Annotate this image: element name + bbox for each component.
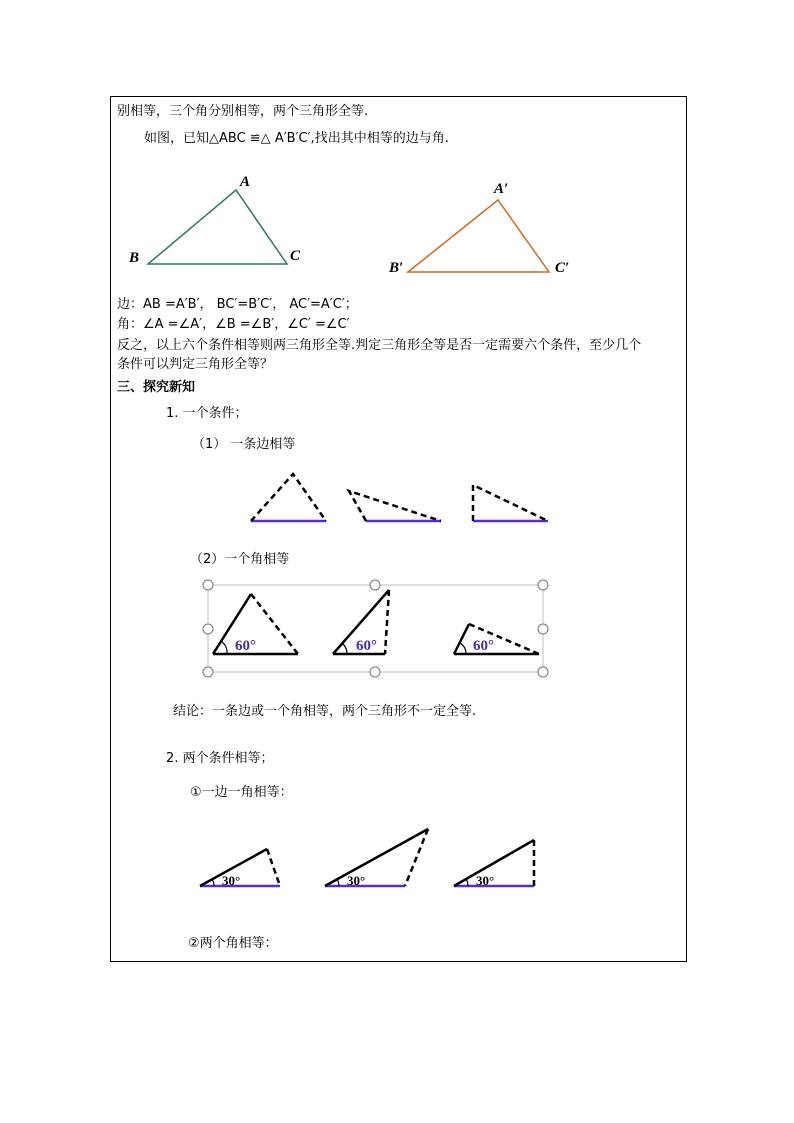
- side-angle-triangle-2: [325, 829, 428, 888]
- label-c-prime: C′: [555, 260, 570, 276]
- angle-label-60: 60°: [356, 638, 377, 654]
- sub-item-one-angle: （2）一个角相等: [190, 552, 290, 567]
- sides-equal-line: 边：AB =A′B′， BC′=B′C′， AC′=A′C′；: [117, 297, 358, 312]
- label-b-prime: B′: [389, 260, 404, 276]
- label-c: C: [290, 248, 301, 264]
- angle-label-30: 30°: [347, 873, 366, 888]
- sub-item-side-angle: ①一边一角相等：: [190, 785, 293, 800]
- label-a-prime: A′: [494, 181, 509, 197]
- question-line-2: 条件可以判定三角形全等？: [117, 357, 274, 372]
- sub-item-one-side: （1） 一条边相等: [192, 437, 296, 452]
- intro-line-1: 别相等，三个角分别相等，两个三角形全等.: [117, 104, 369, 119]
- intro-line-2: 如图，已知△ABC ≌△ A′B′C′,找出其中相等的边与角.: [144, 131, 449, 146]
- angle-label-30: 30°: [476, 873, 495, 888]
- angle-label-30: 30°: [222, 873, 241, 888]
- question-line-1: 反之，以上六个条件相等则两三角形全等.判定三角形全等是否一定需要六个条件，至少几个: [117, 338, 642, 353]
- angle-label-60: 60°: [235, 638, 256, 654]
- item-2: 2. 两个条件相等；: [166, 751, 274, 766]
- label-a: A: [240, 174, 251, 190]
- item-1: 1. 一个条件；: [166, 406, 248, 421]
- side-angle-triangle-3: [454, 840, 534, 888]
- conclusion-line: 结论：一条边或一个角相等，两个三角形不一定全等.: [173, 704, 477, 719]
- label-b: B: [129, 250, 140, 266]
- angle-label-60: 60°: [473, 638, 494, 654]
- angles-equal-line: 角：∠A =∠A′，∠B =∠B′，∠C′ =∠C′: [117, 317, 350, 332]
- section-heading: 三、探究新知: [117, 380, 196, 395]
- sub-item-two-angles: ②两个角相等：: [188, 936, 278, 951]
- side-angle-triangle-1: [200, 849, 280, 888]
